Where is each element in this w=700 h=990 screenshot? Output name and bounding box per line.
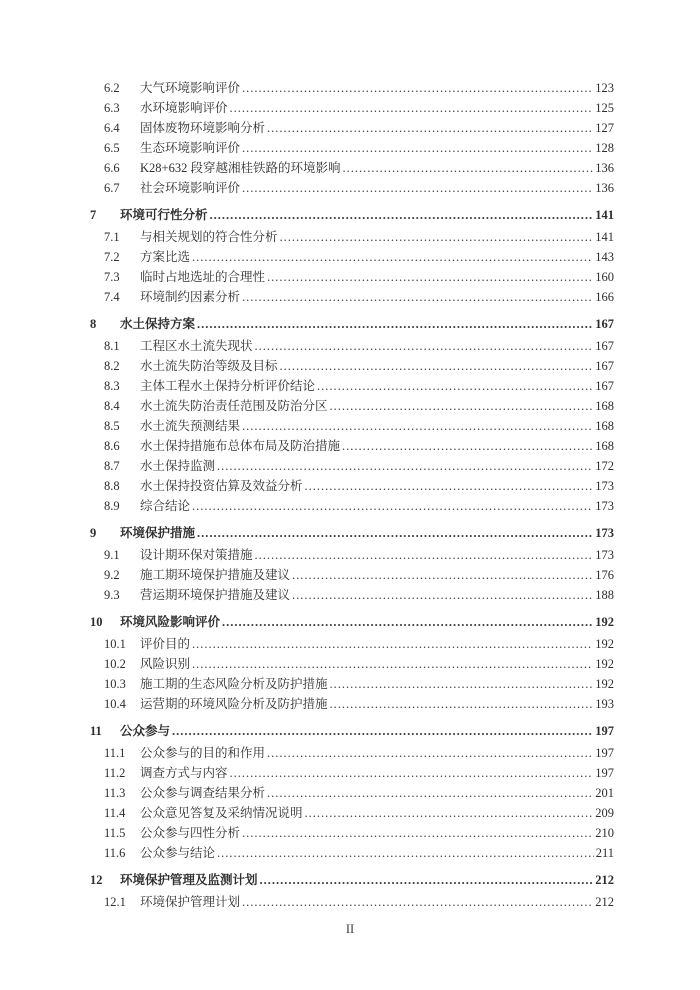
toc-entry-page: 197 [595,746,614,760]
toc-entry [90,158,614,178]
toc-entry-number: 6.3 [104,101,120,115]
dot-leader [342,158,593,178]
toc-entry-title: 临时占地选址的合理性 [140,270,266,284]
dot-leader [267,118,593,138]
toc-entry-title: K28+632 段穿越湘桂铁路的环境影响 [140,161,341,175]
toc-entry [90,456,614,476]
toc-chapter-entry [90,314,614,334]
dot-leader [317,376,593,396]
toc-entry [90,78,614,98]
toc-chapter-entry [90,870,614,890]
toc-entry-page: 168 [595,439,614,453]
dot-leader [197,314,593,334]
toc-entry-title: 水土保持投资估算及效益分析 [140,479,303,493]
toc-entry-number: 8 [90,317,97,331]
toc-entry-number: 12 [90,873,103,887]
toc-entry-title: 综合结论 [140,499,191,513]
toc-entry-page: 173 [595,548,614,562]
toc-chapter-entry [90,612,614,632]
toc-entry-page: 173 [595,499,614,513]
toc-entry-title: 施工期的生态风险分析及防护措施 [140,677,328,691]
toc-entry-page: 210 [595,826,614,840]
toc-entry [90,118,614,138]
toc-entry-number: 6.6 [104,161,120,175]
toc-entry-page: 167 [595,339,614,353]
dot-leader [230,763,594,783]
toc-entry-number: 7.1 [104,230,120,244]
toc-entry-page: 143 [595,250,614,264]
toc-entry [90,98,614,118]
toc-entry-page: 123 [595,81,614,95]
toc-entry-title: 运营期的环境风险分析及防护措施 [140,697,328,711]
dot-leader [305,476,594,496]
toc-entry-number: 11 [90,724,102,738]
toc-entry [90,376,614,396]
toc-entry-page: 173 [595,526,614,540]
toc-entry [90,654,614,674]
toc-entry-title: 社会环境影响评价 [140,181,241,195]
dot-leader [172,721,593,741]
toc-entry [90,138,614,158]
toc-entry [90,416,614,436]
toc-entry [90,227,614,247]
toc-entry-number: 8.4 [104,399,120,413]
toc-entry [90,476,614,496]
toc-entry-page: 173 [595,479,614,493]
toc-entry-page: 141 [595,208,614,222]
toc-entry-page: 127 [595,121,614,135]
dot-leader [305,803,594,823]
toc-entry-number: 11.3 [104,786,126,800]
toc-entry [90,823,614,843]
toc-entry-page: 188 [595,588,614,602]
toc-entry-title: 固体废物环境影响分析 [140,121,266,135]
table-of-contents [90,78,614,912]
dot-leader [197,523,593,543]
dot-leader [242,78,593,98]
toc-entry [90,892,614,912]
toc-entry [90,763,614,783]
toc-entry-title: 方案比选 [140,250,191,264]
toc-entry-number: 6.2 [104,81,120,95]
toc-entry-number: 11.5 [104,826,126,840]
dot-leader [217,456,593,476]
toc-entry-number: 6.7 [104,181,120,195]
toc-entry [90,585,614,605]
dot-leader [280,356,594,376]
page-footer [0,922,700,937]
dot-leader [217,843,594,863]
toc-entry-title: 公众参与调查结果分析 [140,786,266,800]
toc-entry-number: 9.2 [104,568,120,582]
toc-entry-page: 168 [595,399,614,413]
toc-entry-title: 生态环境影响评价 [140,141,241,155]
toc-entry-number: 11.6 [104,846,126,860]
toc-entry-page: 192 [595,637,614,651]
toc-entry-page: 197 [595,766,614,780]
toc-entry [90,436,614,456]
toc-entry-title: 环境制约因素分析 [140,290,241,304]
toc-chapter-entry [90,721,614,741]
toc-entry-title: 水土保持监测 [140,459,216,473]
toc-entry-number: 7.2 [104,250,120,264]
toc-entry-title: 主体工程水土保持分析评价结论 [140,379,316,393]
dot-leader [292,585,593,605]
toc-entry [90,396,614,416]
toc-entry-title: 风险识别 [140,657,191,671]
toc-entry-page: 212 [595,873,614,887]
toc-entry-page: 136 [595,181,614,195]
dot-leader [280,227,594,247]
toc-entry-number: 11.1 [104,746,126,760]
toc-entry-title: 环境保护措施 [120,526,196,540]
dot-leader [260,870,594,890]
toc-entry [90,267,614,287]
dot-leader [230,98,594,118]
toc-entry-title: 设计期环保对策措施 [140,548,253,562]
dot-leader [255,336,594,356]
toc-entry-number: 8.9 [104,499,120,513]
toc-entry-number: 8.6 [104,439,120,453]
dot-leader [242,823,593,843]
toc-entry-page: 141 [595,230,614,244]
toc-entry-page: 128 [595,141,614,155]
dot-leader [210,205,594,225]
toc-entry-number: 12.1 [104,895,126,909]
toc-entry-title: 评价目的 [140,637,191,651]
toc-entry [90,634,614,654]
toc-entry-title: 水环境影响评价 [140,101,228,115]
toc-entry-number: 9.1 [104,548,120,562]
toc-entry-title: 水土保持措施布总体布局及防治措施 [140,439,341,453]
dot-leader [267,783,593,803]
dot-leader [222,612,593,632]
toc-entry-number: 6.5 [104,141,120,155]
toc-entry-page: 209 [595,806,614,820]
toc-entry [90,743,614,763]
toc-entry-title: 环境风险影响评价 [120,615,221,629]
toc-entry-title: 环境保护管理及监测计划 [120,873,258,887]
toc-entry-title: 水土流失预测结果 [140,419,241,433]
toc-entry-page: 166 [595,290,614,304]
dot-leader [242,138,593,158]
toc-entry-page: 211 [595,846,614,860]
toc-chapter-entry [90,205,614,225]
toc-entry-number: 8.2 [104,359,120,373]
toc-entry-number: 8.8 [104,479,120,493]
toc-entry [90,803,614,823]
toc-entry-title: 环境保护管理计划 [140,895,241,909]
page-number: II [345,922,355,936]
dot-leader [192,654,593,674]
dot-leader [192,496,593,516]
toc-entry-title: 公众意见答复及采纳情况说明 [140,806,303,820]
dot-leader [330,674,594,694]
toc-entry-number: 9.3 [104,588,120,602]
toc-chapter-entry [90,523,614,543]
toc-entry-number: 7.4 [104,290,120,304]
toc-entry-title: 公众参与的目的和作用 [140,746,266,760]
toc-entry [90,178,614,198]
toc-entry-page: 160 [595,270,614,284]
toc-entry-title: 大气环境影响评价 [140,81,241,95]
toc-entry-page: 125 [595,101,614,115]
toc-entry-title: 调查方式与内容 [140,766,228,780]
toc-entry-number: 11.4 [104,806,126,820]
toc-entry-number: 6.4 [104,121,120,135]
toc-entry [90,247,614,267]
dot-leader [267,267,593,287]
dot-leader [242,892,593,912]
toc-entry-title: 与相关规划的符合性分析 [140,230,278,244]
toc-entry [90,496,614,516]
toc-entry-title: 水土流失防治等级及目标 [140,359,278,373]
toc-entry-number: 8.7 [104,459,120,473]
toc-entry-page: 136 [595,161,614,175]
toc-entry-page: 168 [595,419,614,433]
toc-entry-page: 192 [595,677,614,691]
toc-entry-number: 10.3 [104,677,126,691]
dot-leader [192,634,593,654]
toc-entry-title: 工程区水土流失现状 [140,339,253,353]
dot-leader [192,247,593,267]
dot-leader [330,694,594,714]
toc-entry-page: 176 [595,568,614,582]
toc-entry-number: 7 [90,208,97,222]
toc-entry-number: 11.2 [104,766,126,780]
toc-entry-title: 施工期环境保护措施及建议 [140,568,291,582]
toc-entry [90,356,614,376]
toc-entry-number: 8.1 [104,339,120,353]
toc-entry-page: 193 [595,697,614,711]
toc-entry-page: 167 [595,379,614,393]
toc-entry-page: 172 [595,459,614,473]
toc-entry-page: 212 [595,895,614,909]
dot-leader [242,416,593,436]
toc-entry [90,287,614,307]
dot-leader [242,287,593,307]
toc-entry-title: 公众参与结论 [140,846,216,860]
dot-leader [242,178,593,198]
toc-entry-number: 9 [90,526,97,540]
toc-entry-number: 10 [90,615,103,629]
toc-entry [90,565,614,585]
toc-entry [90,694,614,714]
toc-entry [90,674,614,694]
toc-entry-page: 192 [595,615,614,629]
toc-entry-title: 水土流失防治责任范围及防治分区 [140,399,328,413]
toc-entry-page: 167 [595,359,614,373]
toc-entry-page: 197 [595,724,614,738]
toc-entry-number: 8.3 [104,379,120,393]
toc-entry-number: 10.4 [104,697,126,711]
toc-entry [90,545,614,565]
toc-entry-number: 10.2 [104,657,126,671]
toc-entry-title: 环境可行性分析 [120,208,208,222]
dot-leader [330,396,594,416]
toc-entry-page: 201 [595,786,614,800]
toc-entry-title: 公众参与 [120,724,171,738]
toc-entry-number: 10.1 [104,637,126,651]
toc-entry-number: 7.3 [104,270,120,284]
toc-entry [90,336,614,356]
toc-entry [90,843,614,863]
dot-leader [342,436,593,456]
dot-leader [255,545,594,565]
dot-leader [292,565,593,585]
toc-entry [90,783,614,803]
toc-entry-number: 8.5 [104,419,120,433]
toc-entry-page: 167 [595,317,614,331]
toc-entry-title: 营运期环境保护措施及建议 [140,588,291,602]
dot-leader [267,743,593,763]
toc-entry-title: 公众参与四性分析 [140,826,241,840]
toc-entry-title: 水土保持方案 [120,317,196,331]
toc-entry-page: 192 [595,657,614,671]
